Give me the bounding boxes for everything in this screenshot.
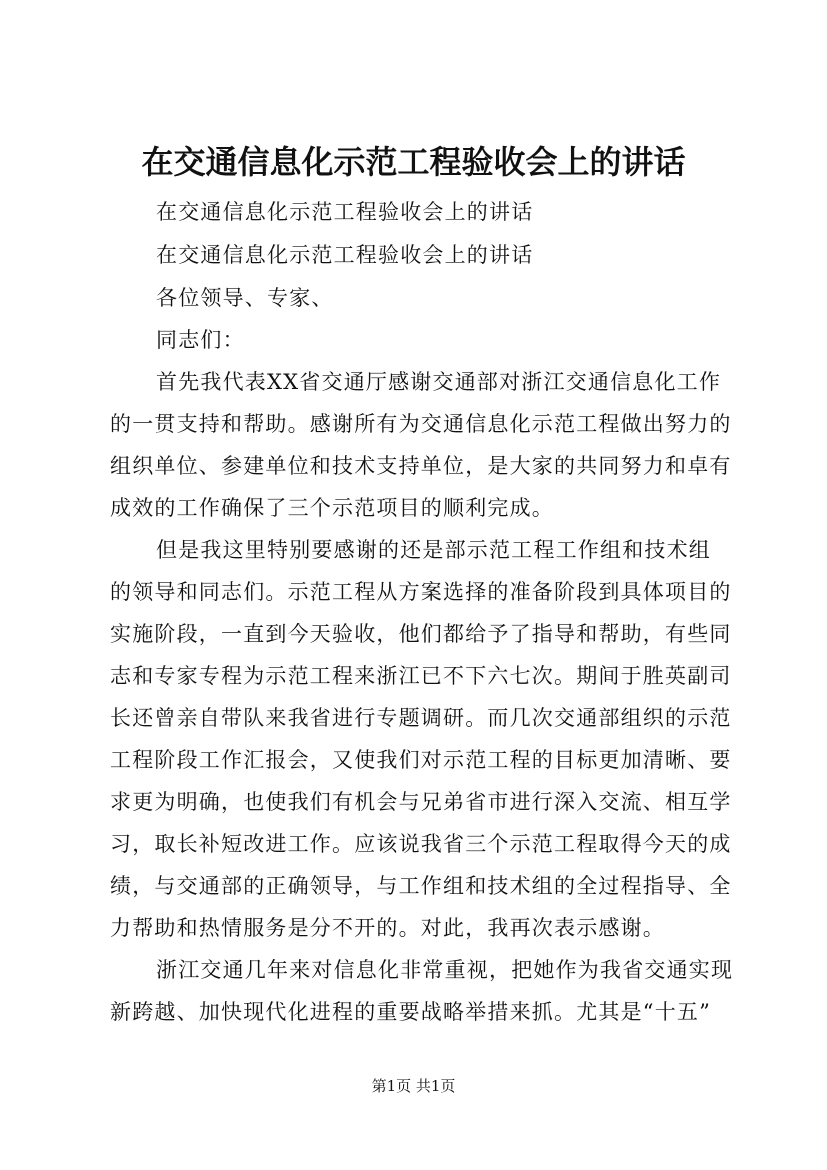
paragraph-line: 志和专家专程为示范工程来浙江已不下六七次。期间于胜英副司 bbox=[110, 664, 732, 688]
salutation-line: 同志们： bbox=[156, 328, 245, 352]
paragraph-line: 新跨越、加快现代化进程的重要战略举措来抓。尤其是“十五” bbox=[110, 1000, 712, 1024]
paragraph-line: 工程阶段工作汇报会，又使我们对示范工程的目标更加清晰、要 bbox=[110, 748, 732, 772]
paragraph-line: 组织单位、参建单位和技术支持单位，是大家的共同努力和卓有 bbox=[110, 454, 732, 478]
document-title: 在交通信息化示范工程验收会上的讲话 bbox=[141, 143, 686, 181]
paragraph-line: 长还曾亲自带队来我省进行专题调研。而几次交通部组织的示范 bbox=[110, 706, 732, 730]
paragraph-line: 首先我代表XX省交通厅感谢交通部对浙江交通信息化工作 bbox=[156, 370, 722, 394]
paragraph-line: 习，取长补短改进工作。应该说我省三个示范工程取得今天的成 bbox=[110, 832, 732, 856]
paragraph-line: 但是我这里特别要感谢的还是部示范工程工作组和技术组 bbox=[156, 538, 711, 562]
paragraph-line: 实施阶段，一直到今天验收，他们都给予了指导和帮助，有些同 bbox=[110, 622, 732, 646]
page-footer: 第1页 共1页 bbox=[371, 1077, 456, 1095]
paragraph-line: 的一贯支持和帮助。感谢所有为交通信息化示范工程做出努力的 bbox=[110, 412, 732, 436]
paragraph-line: 力帮助和热情服务是分不开的。对此，我再次表示感谢。 bbox=[110, 916, 665, 940]
paragraph-line: 绩，与交通部的正确领导，与工作组和技术组的全过程指导、全 bbox=[110, 874, 732, 898]
subtitle-line: 在交通信息化示范工程验收会上的讲话 bbox=[156, 243, 534, 267]
paragraph-line: 的领导和同志们。示范工程从方案选择的准备阶段到具体项目的 bbox=[110, 580, 732, 604]
subtitle-line: 在交通信息化示范工程验收会上的讲话 bbox=[156, 200, 534, 224]
paragraph-line: 浙江交通几年来对信息化非常重视，把她作为我省交通实现 bbox=[156, 958, 734, 982]
paragraph-line: 成效的工作确保了三个示范项目的顺利完成。 bbox=[110, 496, 554, 520]
salutation-line: 各位领导、专家、 bbox=[156, 286, 334, 310]
paragraph-line: 求更为明确，也使我们有机会与兄弟省市进行深入交流、相互学 bbox=[110, 790, 732, 814]
